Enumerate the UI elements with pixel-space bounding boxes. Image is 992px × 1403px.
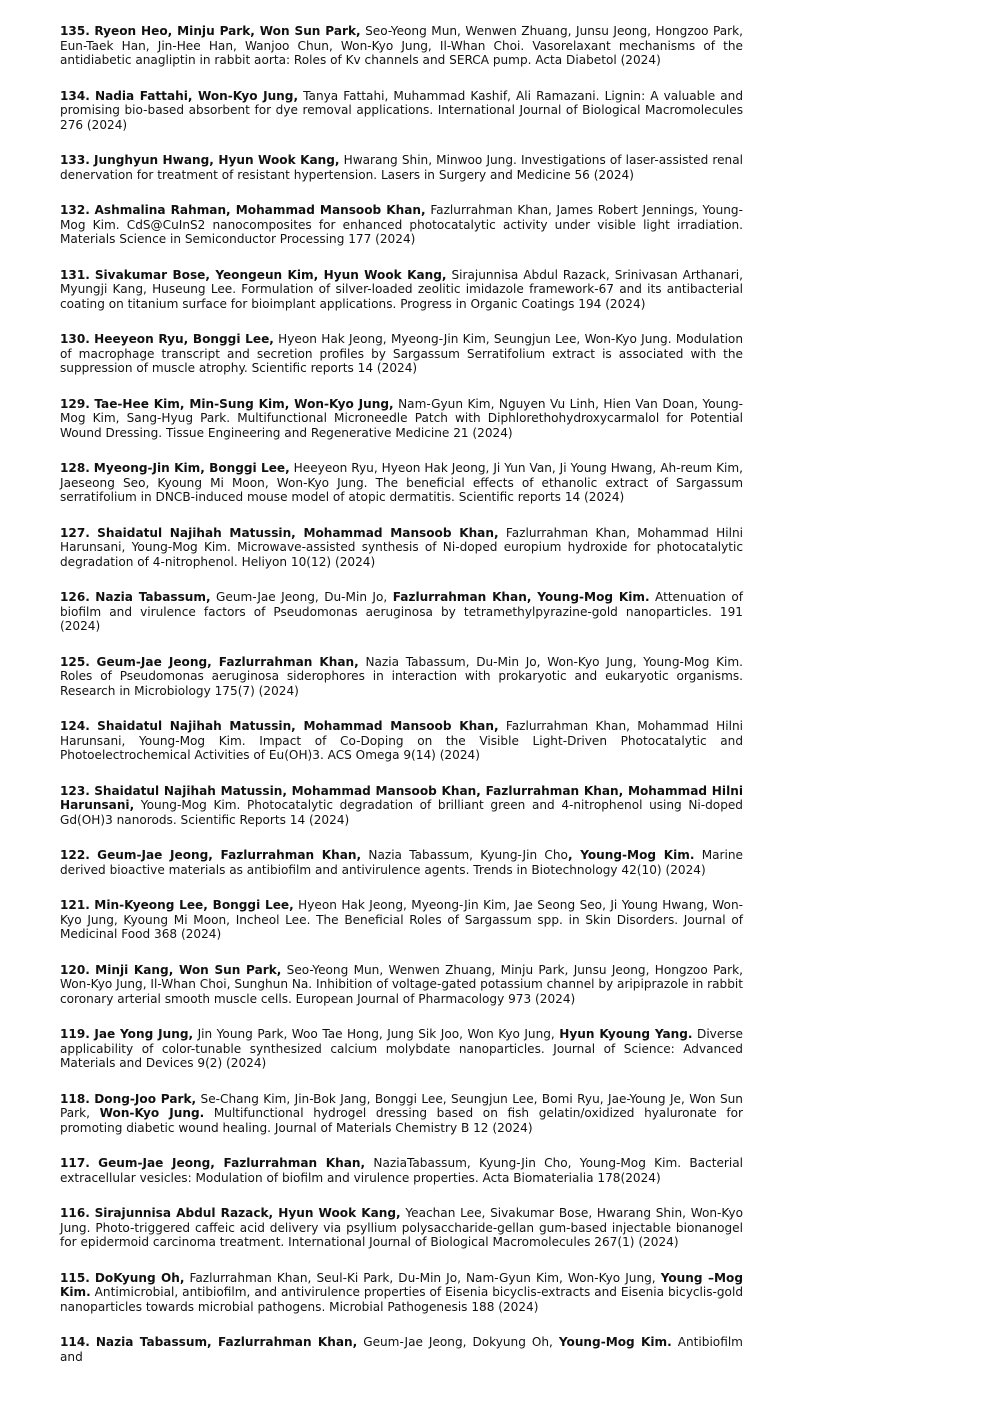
citation-text: Hyeon Hak Jeong, Myeong-Jin Kim, Jae Seong Seo, Ji Young Hwang, Won-Kyo Jung, Kyoung Mi Moon, Incheol Lee. The Beneficial Roles of Sargassum spp. in Skin Disorders. Journal of Medicinal Food 368 (2024): [60, 898, 743, 941]
citation-number: 131.: [60, 267, 90, 282]
citation-entry: [60, 898, 743, 942]
citation-entry: [60, 397, 743, 441]
citation-lead-authors: Myeong-Jin Kim, Bonggi Lee,: [93, 461, 290, 475]
citation-lead-authors: Dong-Joo Park,: [94, 1091, 197, 1106]
citation-entry: [60, 590, 743, 634]
citation-number: 121.: [60, 898, 90, 912]
publication-list: [60, 24, 743, 1364]
citation-entry: [60, 203, 743, 247]
citation-entry: [60, 1335, 743, 1364]
citation-entry: [60, 268, 743, 312]
citation-text: Yeachan Lee, Sivakumar Bose, Hwarang Shin, Won-Kyo Jung. Photo-triggered caffeic acid delivery via psyllium polysaccharide-gellan gum-based injectable bionanogel for epidermoid carcinoma treatment. International Journal of Biological Macromolecules 267(1) (2024): [60, 1206, 743, 1249]
citation-number: 125.: [60, 654, 90, 669]
citation-text: Se-Chang Kim, Jin-Bok Jang, Bonggi Lee, Seungjun Lee, Bomi Ryu, Jae-Young Je, Won Sun Park,: [60, 1091, 743, 1120]
citation-lead-authors: Jae Yong Jung,: [94, 1027, 194, 1041]
citation-corresponding-authors: , Young-Mog Kim.: [567, 848, 695, 862]
citation-number: 126.: [60, 590, 90, 604]
citation-lead-authors: Sivakumar Bose, Yeongeun Kim, Hyun Wook Kang,: [94, 267, 447, 282]
citation-text: Geum-Jae Jeong, Dokyung Oh,: [357, 1335, 559, 1349]
citation-number: 114.: [60, 1335, 90, 1349]
citation-lead-authors: Junghyun Hwang, Hyun Wook Kang,: [93, 153, 340, 167]
citation-entry: [60, 1092, 743, 1136]
citation-text: Fazlurrahman Khan, Seul-Ki Park, Du-Min Jo, Nam-Gyun Kim, Won-Kyo Jung,: [184, 1270, 661, 1285]
citation-number: 120.: [60, 962, 90, 977]
citation-text: Young-Mog Kim. Photocatalytic degradation of brilliant green and 4-nitrophenol using Ni-doped Gd(OH)3 nanorods. Scientific Reports 14 (2024): [60, 798, 743, 827]
citation-corresponding-authors: Young-Mog Kim.: [558, 1335, 672, 1349]
citation-lead-authors: Minji Kang, Won Sun Park,: [95, 962, 282, 977]
citation-corresponding-authors: Hyun Kyoung Yang.: [559, 1027, 693, 1041]
citation-text-continued: Attenuation of biofilm and virulence factors of Pseudomonas aeruginosa by tetramethylpyrazine-gold nanoparticles. 191 (2024): [60, 590, 743, 633]
citation-corresponding-authors: Young –Mog Kim.: [60, 1270, 743, 1299]
citation-lead-authors: Ryeon Heo, Minju Park, Won Sun Park,: [94, 24, 361, 38]
citation-lead-authors: Shaidatul Najihah Matussin, Mohammad Mansoob Khan,: [97, 719, 499, 733]
citation-entry: [60, 655, 743, 699]
citation-entry: [60, 848, 743, 877]
citation-lead-authors: Nadia Fattahi, Won-Kyo Jung,: [94, 88, 299, 103]
citation-text: Tanya Fattahi, Muhammad Kashif, Ali Ramazani. Lignin: A valuable and promising bio-based absorbent for dye removal applications. International Journal of Biological Macromolecules 276 (2024): [60, 88, 743, 132]
citation-text: Seo-Yeong Mun, Wenwen Zhuang, Junsu Jeong, Hongzoo Park, Eun-Taek Han, Jin-Hee Han, Wanjoo Chun, Won-Kyo Jung, Il-Whan Choi. Vasorelaxant mechanisms of the antidiabetic anagliptin in rabbit aorta: Roles of Kv channels and SERCA pump. Acta Diabetol (2024): [60, 24, 743, 67]
citation-lead-authors: Shaidatul Najihah Matussin, Mohammad Mansoob Khan,: [97, 525, 499, 540]
citation-entry: [60, 526, 743, 570]
citation-lead-authors: Shaidatul Najihah Matussin, Mohammad Mansoob Khan, Fazlurrahman Khan, Mohammad Hilni Harunsani,: [60, 783, 743, 812]
citation-text: Sirajunnisa Abdul Razack, Srinivasan Arthanari, Myungji Kang, Huseung Lee. Formulation of silver-loaded zeolitic imidazole framework-67 and its antibacterial coating on titanium surface for bioimplant applications. Progress in Organic Coatings 194 (2024): [60, 267, 743, 311]
citation-entry: [60, 332, 743, 376]
citation-number: 118.: [60, 1091, 90, 1106]
citation-number: 132.: [60, 203, 90, 217]
citation-text: Hwarang Shin, Minwoo Jung. Investigations of laser-assisted renal denervation for treatment of resistant hypertension. Lasers in Surgery and Medicine 56 (2024): [60, 153, 743, 182]
citation-number: 128.: [60, 461, 90, 475]
citation-number: 122.: [60, 848, 90, 862]
citation-lead-authors: Heeyeon Ryu, Bonggi Lee,: [94, 332, 274, 346]
citation-entry: [60, 784, 743, 828]
citation-number: 115.: [60, 1270, 90, 1285]
citation-text: Heeyeon Ryu, Hyeon Hak Jeong, Ji Yun Van, Ji Young Hwang, Ah-reum Kim, Jaeseong Seo, Kyoung Mi Moon, Won-Kyo Jung. The beneficial effects of ethanolic extract of Sargassum serratifolium in DNCB-induced mouse model of atopic dermatitis. Scientific reports 14 (2024): [60, 461, 743, 504]
citation-lead-authors: Nazia Tabassum, Fazlurrahman Khan,: [95, 1335, 358, 1349]
citation-text: Nazia Tabassum, Du-Min Jo, Won-Kyo Jung, Young-Mog Kim. Roles of Pseudomonas aeruginosa siderophores in interaction with prokaryotic and eukaryotic organisms. Research in Microbiology 175(7) (2024): [60, 654, 743, 698]
citation-lead-authors: Geum-Jae Jeong, Fazlurrahman Khan,: [98, 1156, 366, 1170]
citation-text: Jin Young Park, Woo Tae Hong, Jung Sik Joo, Won Kyo Jung,: [193, 1027, 560, 1041]
citation-entry: [60, 1206, 743, 1250]
citation-lead-authors: Geum-Jae Jeong, Fazlurrahman Khan,: [97, 848, 362, 862]
citation-number: 123.: [60, 783, 90, 798]
citation-entry: [60, 1027, 743, 1071]
citation-text: Nam-Gyun Kim, Nguyen Vu Linh, Hien Van Doan, Young-Mog Kim, Sang-Hyug Park. Multifunctional Microneedle Patch with Diphlorethohydroxycarmalol for Potential Wound Dressing. Tissue Engineering and Regenerative Medicine 21 (2024): [60, 396, 743, 440]
citation-text: Fazlurrahman Khan, Mohammad Hilni Harunsani, Young-Mog Kim. Impact of Co-Doping on the Visible Light-Driven Photocatalytic and Photoelectrochemical Activities of Eu(OH)3. ACS Omega 9(14) (2024): [60, 719, 743, 762]
citation-text-continued: Antibiofilm and: [60, 1335, 743, 1364]
citation-text: Fazlurrahman Khan, James Robert Jennings, Young-Mog Kim. CdS@CuInS2 nanocomposites for enhanced photocatalytic activity under visible light irradiation. Materials Science in Semiconductor Processing 177 (2024): [60, 203, 743, 246]
citation-corresponding-authors: Fazlurrahman Khan, Young-Mog Kim.: [392, 590, 650, 604]
citation-text: Geum-Jae Jeong, Du-Min Jo,: [210, 590, 393, 604]
citation-text-continued: Multifunctional hydrogel dressing based on fish gelatin/oxidized hyaluronate for promoting diabetic wound healing. Journal of Materials Chemistry B 12 (2024): [60, 1106, 743, 1135]
citation-entry: [60, 89, 743, 133]
citation-number: 116.: [60, 1206, 90, 1220]
citation-text-continued: Antimicrobial, antibiofilm, and antivirulence properties of Eisenia bicyclis-extracts and Eisenia bicyclis-gold nanoparticles towards microbial pathogens. Microbial Pathogenesis 188 (2024): [60, 1285, 743, 1314]
citation-text: Seo-Yeong Mun, Wenwen Zhuang, Minju Park, Junsu Jeong, Hongzoo Park, Won-Kyo Jung, Il-Whan Choi, Sunghun Na. Inhibition of voltage-gated potassium channel by aripiprazole in rabbit coronary arterial smooth muscle cells. European Journal of Pharmacology 973 (2024): [60, 962, 743, 1006]
citation-text: Nazia Tabassum, Kyung-Jin Cho: [361, 848, 568, 862]
citation-lead-authors: Tae-Hee Kim, Min-Sung Kim, Won-Kyo Jung,: [94, 396, 394, 411]
citation-entry: [60, 461, 743, 505]
citation-text: Fazlurrahman Khan, Mohammad Hilni Harunsani, Young-Mog Kim. Microwave-assisted synthesis of Ni-doped europium hydroxide for photocatalytic degradation of 4-nitrophenol. Heliyon 10(12) (2024): [60, 525, 743, 569]
citation-number: 130.: [60, 332, 90, 346]
citation-number: 135.: [60, 24, 90, 38]
citation-lead-authors: Sirajunnisa Abdul Razack, Hyun Wook Kang,: [94, 1206, 401, 1220]
citation-entry: [60, 24, 743, 68]
citation-lead-authors: Geum-Jae Jeong, Fazlurrahman Khan,: [96, 654, 359, 669]
citation-entry: [60, 963, 743, 1007]
citation-lead-authors: Min-Kyeong Lee, Bonggi Lee,: [94, 898, 294, 912]
citation-entry: [60, 719, 743, 763]
citation-number: 124.: [60, 719, 90, 733]
citation-text-continued: Marine derived bioactive materials as antibiofilm and antivirulence agents. Trends in Biotechnology 42(10) (2024): [60, 848, 743, 877]
citation-number: 129.: [60, 396, 90, 411]
citation-text: NaziaTabassum, Kyung-Jin Cho, Young-Mog Kim. Bacterial extracellular vesicles: Modulation of biofilm and virulence properties. Acta Biomaterialia 178(2024): [60, 1156, 743, 1185]
citation-text-continued: Diverse applicability of color-tunable synthesized calcium molybdate nanoparticles. Journal of Science: Advanced Materials and Devices 9(2) (2024): [60, 1027, 743, 1070]
citation-entry: [60, 153, 743, 182]
citation-number: 133.: [60, 153, 90, 167]
citation-number: 117.: [60, 1156, 90, 1170]
citation-lead-authors: Ashmalina Rahman, Mohammad Mansoob Khan,: [94, 203, 426, 217]
citation-number: 134.: [60, 88, 90, 103]
citation-text: Hyeon Hak Jeong, Myeong-Jin Kim, Seungjun Lee, Won-Kyo Jung. Modulation of macrophage transcript and secretion profiles by Sargassum Serratifolium extract is associated with the suppression of muscle atrophy. Scientific reports 14 (2024): [60, 332, 743, 375]
citation-lead-authors: Nazia Tabassum,: [95, 590, 211, 604]
citation-corresponding-authors: Won-Kyo Jung.: [99, 1106, 205, 1120]
citation-lead-authors: DoKyung Oh,: [94, 1270, 185, 1285]
citation-entry: [60, 1156, 743, 1185]
citation-number: 127.: [60, 525, 90, 540]
citation-number: 119.: [60, 1027, 90, 1041]
citation-entry: [60, 1271, 743, 1315]
